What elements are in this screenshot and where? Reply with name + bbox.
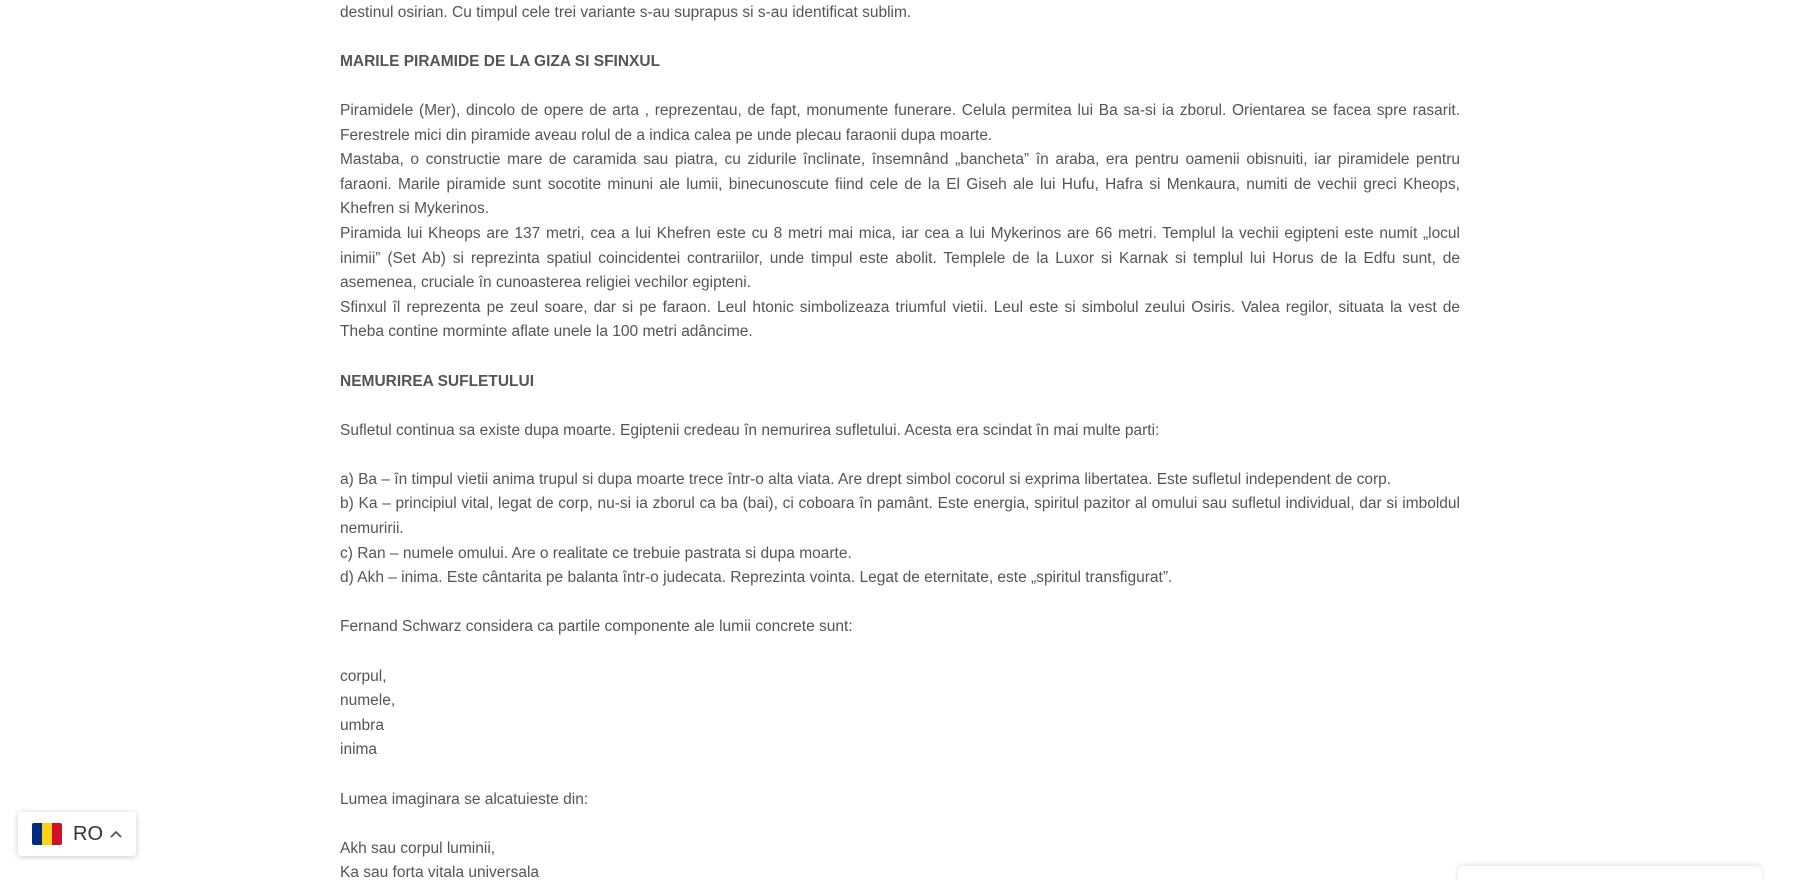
language-code: RO — [73, 822, 103, 845]
list-item: inima — [340, 741, 378, 759]
list-item: umbra — [340, 716, 384, 734]
paragraph: Piramida lui Kheops are 137 metri, cea a lui Khefren este cu 8 metri mai mica, iar cea a lui Mykerinos are 66 metri. Templul la vechii egipteni este numit „locul inimii” (Set Ab) si reprezinta spatiul coincidentei contrariilor, unde timpul este abolit. Templele de la Luxor si Karnak si templul lui Horus de la Edfu sunt, de asemenea, cruciale în cunoasterea religiei vechilor egipteni. — [340, 224, 1460, 292]
romania-flag-icon — [32, 823, 62, 845]
list-item: Akh sau corpul luminii, — [340, 839, 496, 857]
paragraph: Lumea imaginara se alcatuieste din: — [340, 790, 589, 808]
flag-stripe-blue — [32, 823, 42, 845]
spacer — [340, 345, 1460, 370]
list-item: Ka sau forta vitala universala — [340, 864, 540, 880]
article-body — [340, 0, 1460, 880]
paragraph: Fernand Schwarz considera ca partile componente ale lumii concrete sunt: — [340, 618, 853, 636]
flag-stripe-yellow — [42, 823, 52, 845]
language-switcher[interactable] — [18, 812, 136, 856]
soul-part-item: a) Ba – în timpul vietii anima trupul si dupa moarte trece într-o alta viata. Are drept simbol cocorul si exprima libertatea. Este sufletul independent de corp. — [340, 470, 1392, 488]
soul-part-item: b) Ka – principiul vital, legat de corp, nu-si ia zborul ca ba (bai), ci coboara în pamânt. Este energia, spiritul pazitor al omului sau sufletul individual, dar si imboldul nemuririi. — [340, 495, 1460, 538]
spacer — [340, 812, 1460, 837]
spacer — [340, 394, 1460, 419]
chat-widget-panel[interactable] — [1458, 866, 1762, 880]
spacer — [340, 640, 1460, 665]
spacer — [340, 443, 1460, 468]
chevron-up-icon — [110, 828, 122, 840]
spacer — [340, 763, 1460, 788]
spacer — [340, 74, 1460, 99]
list-item: numele, — [340, 692, 396, 710]
list-item: corpul, — [340, 667, 387, 685]
paragraph: Mastaba, o constructie mare de caramida sau piatra, cu zidurile înclinate, însemnând „bancheta” în araba, era pentru oamenii obisnuiti, iar piramidele pentru faraoni. Marile piramide sunt socotite minuni ale lumii, binecunoscute fiind cele de la El Giseh ale lui Hufu, Hafra si Menkaura, numiti de vechii greci Kheops, Khefren si Mykerinos. — [340, 151, 1460, 218]
spacer — [340, 25, 1460, 50]
section-heading-pyramids: MARILE PIRAMIDE DE LA GIZA SI SFINXUL — [340, 52, 661, 70]
spacer — [340, 591, 1460, 616]
flag-stripe-red — [52, 823, 62, 845]
paragraph: destinul osirian. Cu timpul cele trei variante s-au suprapus si s-au identificat sublim. — [340, 3, 912, 21]
soul-part-item: d) Akh – inima. Este cântarita pe balanta într-o judecata. Reprezinta vointa. Legat de eternitate, este „spiritul transfigurat”. — [340, 569, 1173, 587]
paragraph: Sfinxul îl reprezenta pe zeul soare, dar si pe faraon. Leul htonic simbolizeaza triumful vietii. Leul este si simbolul zeului Osiris. Valea regilor, situata la vest de Theba contine morminte aflate unele la 100 metri adâncime. — [340, 298, 1460, 341]
section-heading-soul: NEMURIREA SUFLETULUI — [340, 372, 535, 390]
paragraph: Sufletul continua sa existe dupa moarte. Egiptenii credeau în nemurirea sufletului. Acesta era scindat în mai multe parti: — [340, 421, 1160, 439]
paragraph: Piramidele (Mer), dincolo de opere de arta , reprezentau, de fapt, monumente funerare. Celula permitea lui Ba sa-si ia zborul. Orientarea se facea spre rasarit. Ferestrele mici din piramide aveau rolul de a indica calea pe unde plecau faraonii dupa moarte. — [340, 101, 1460, 144]
soul-part-item: c) Ran – numele omului. Are o realitate ce trebuie pastrata si dupa moarte. — [340, 544, 852, 562]
